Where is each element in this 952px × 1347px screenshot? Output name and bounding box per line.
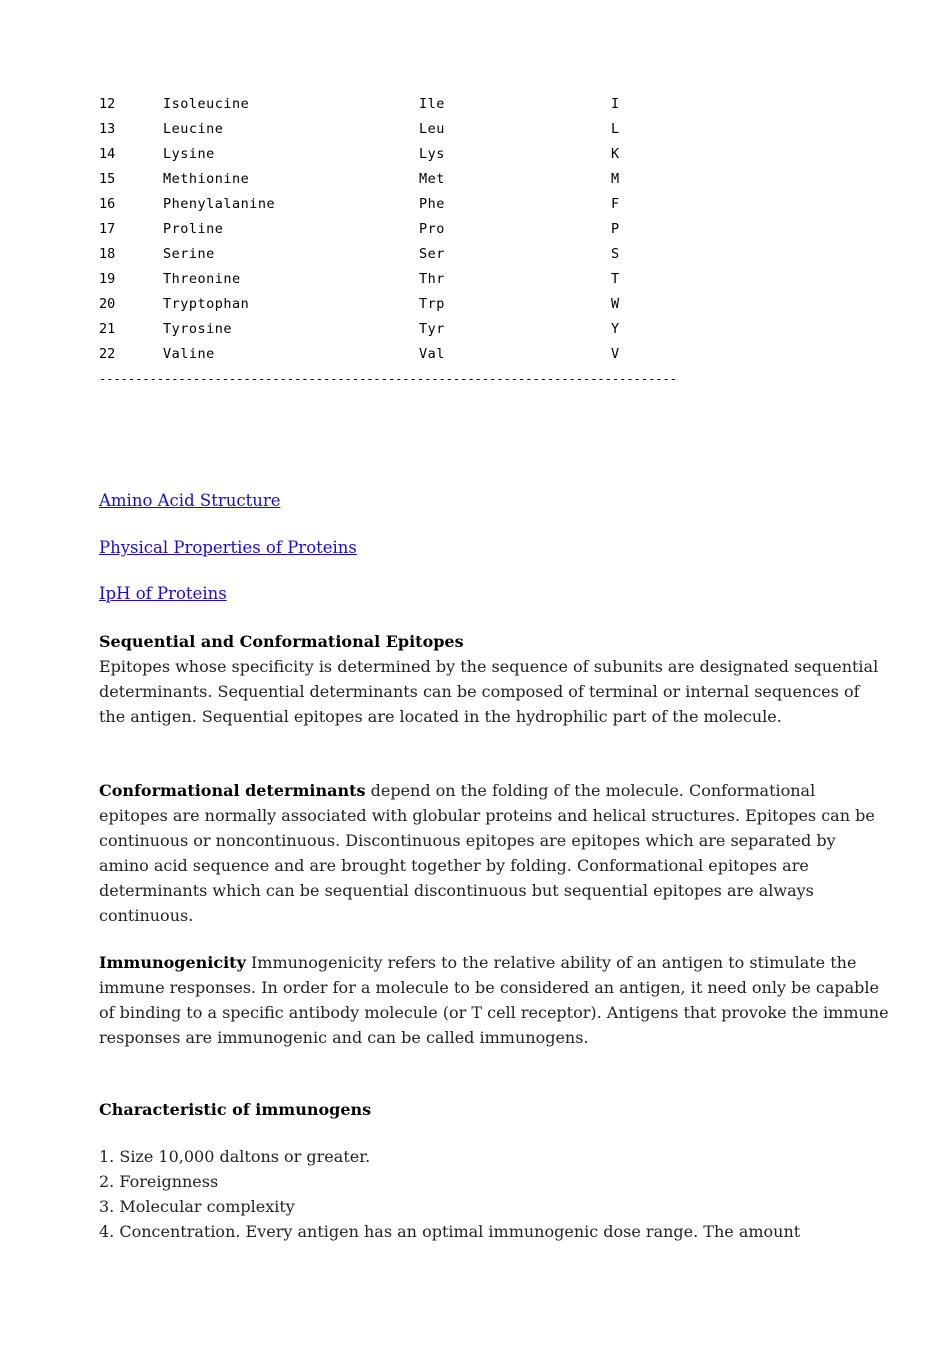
amino-acid-name: Serine — [163, 246, 215, 262]
list-item: 1. Size 10,000 daltons or greater. — [99, 1147, 371, 1166]
immunogenicity-section — [99, 950, 889, 1050]
row-number: 16 — [99, 196, 116, 212]
one-letter-code: M — [611, 171, 620, 187]
table-row — [99, 142, 739, 167]
table-row — [99, 292, 739, 317]
table-row — [99, 342, 739, 367]
one-letter-code: S — [611, 246, 620, 262]
three-letter-code: Met — [419, 171, 445, 187]
one-letter-code: I — [611, 96, 620, 112]
amino-acid-name: Lysine — [163, 146, 215, 162]
paragraph: Epitopes whose specificity is determined by the sequence of subunits are designated sequential determinants. Sequential determinants can be composed of terminal or internal sequences of the antigen. Sequential epitopes are located in the hydrophilic part of the molecule. — [99, 657, 879, 726]
three-letter-code: Val — [419, 346, 445, 362]
conformational-section — [99, 778, 889, 928]
three-letter-code: Phe — [419, 196, 445, 212]
table-row — [99, 267, 739, 292]
amino-acid-name: Tyrosine — [163, 321, 233, 337]
table-row — [99, 167, 739, 192]
one-letter-code: W — [611, 296, 620, 312]
table-row — [99, 192, 739, 217]
amino-acid-name: Threonine — [163, 271, 241, 287]
amino-acid-name: Methionine — [163, 171, 250, 187]
three-letter-code: Ser — [419, 246, 445, 262]
three-letter-code: Pro — [419, 221, 445, 237]
table-row — [99, 242, 739, 267]
row-number: 13 — [99, 121, 116, 137]
amino-acid-name: Isoleucine — [163, 96, 250, 112]
row-number: 12 — [99, 96, 116, 112]
row-number: 17 — [99, 221, 116, 237]
amino-acid-name: Leucine — [163, 121, 224, 137]
one-letter-code: L — [611, 121, 620, 137]
three-letter-code: Leu — [419, 121, 445, 137]
amino-acid-structure-link[interactable]: Amino Acid Structure — [99, 491, 281, 510]
amino-acid-name: Phenylalanine — [163, 196, 276, 212]
sequential-epitopes-section — [99, 629, 889, 729]
table-row — [99, 317, 739, 342]
one-letter-code: K — [611, 146, 620, 162]
paragraph: depend on the folding of the molecule. Conformational epitopes are normally associated with globular proteins and helical structures. Epitopes can be continuous or noncontinuous. Discontinuous epitopes are epitopes which are separated by amino acid sequence and are brought together by folding. Conformational epitopes are determinants which can be sequential discontinuous but sequential epitopes are always continuous. — [99, 781, 875, 925]
amino-acid-name: Valine — [163, 346, 215, 362]
row-number: 18 — [99, 246, 116, 262]
three-letter-code: Trp — [419, 296, 445, 312]
list-item: 4. Concentration. Every antigen has an optimal immunogenic dose range. The amount — [99, 1222, 801, 1241]
three-letter-code: Lys — [419, 146, 445, 162]
one-letter-code: F — [611, 196, 620, 212]
amino-acid-table — [99, 92, 739, 367]
row-number: 14 — [99, 146, 116, 162]
three-letter-code: Thr — [419, 271, 445, 287]
row-number: 21 — [99, 321, 116, 337]
row-number: 22 — [99, 346, 116, 362]
table-row — [99, 117, 739, 142]
one-letter-code: P — [611, 221, 620, 237]
list-item: 3. Molecular complexity — [99, 1197, 295, 1216]
three-letter-code: Tyr — [419, 321, 445, 337]
row-number: 20 — [99, 296, 116, 312]
one-letter-code: T — [611, 271, 620, 287]
table-divider: -------------------------------------------------------------------------------- — [99, 372, 677, 386]
three-letter-code: Ile — [419, 96, 445, 112]
one-letter-code: Y — [611, 321, 620, 337]
row-number: 19 — [99, 271, 116, 287]
list-item: 2. Foreignness — [99, 1172, 219, 1191]
characteristics-heading: Characteristic of immunogens — [99, 1100, 372, 1119]
row-number: 15 — [99, 171, 116, 187]
paragraph: Immunogenicity refers to the relative ability of an antigen to stimulate the immune responses. In order for a molecule to be considered an antigen, it need only be capable of binding to a specific antibody molecule (or T cell receptor). Antigens that provoke the immune responses are immunogenic and can be called immunogens. — [99, 953, 889, 1047]
amino-acid-name: Tryptophan — [163, 296, 250, 312]
physical-properties-link[interactable]: Physical Properties of Proteins — [99, 538, 357, 557]
term-conformational-determinants: Conformational determinants — [99, 781, 366, 800]
table-row — [99, 92, 739, 117]
amino-acid-name: Proline — [163, 221, 224, 237]
table-row — [99, 217, 739, 242]
section-heading: Sequential and Conformational Epitopes — [99, 632, 464, 651]
characteristics-list — [99, 1144, 889, 1244]
one-letter-code: V — [611, 346, 620, 362]
term-immunogenicity: Immunogenicity — [99, 953, 246, 972]
iph-of-proteins-link[interactable]: IpH of Proteins — [99, 584, 227, 603]
